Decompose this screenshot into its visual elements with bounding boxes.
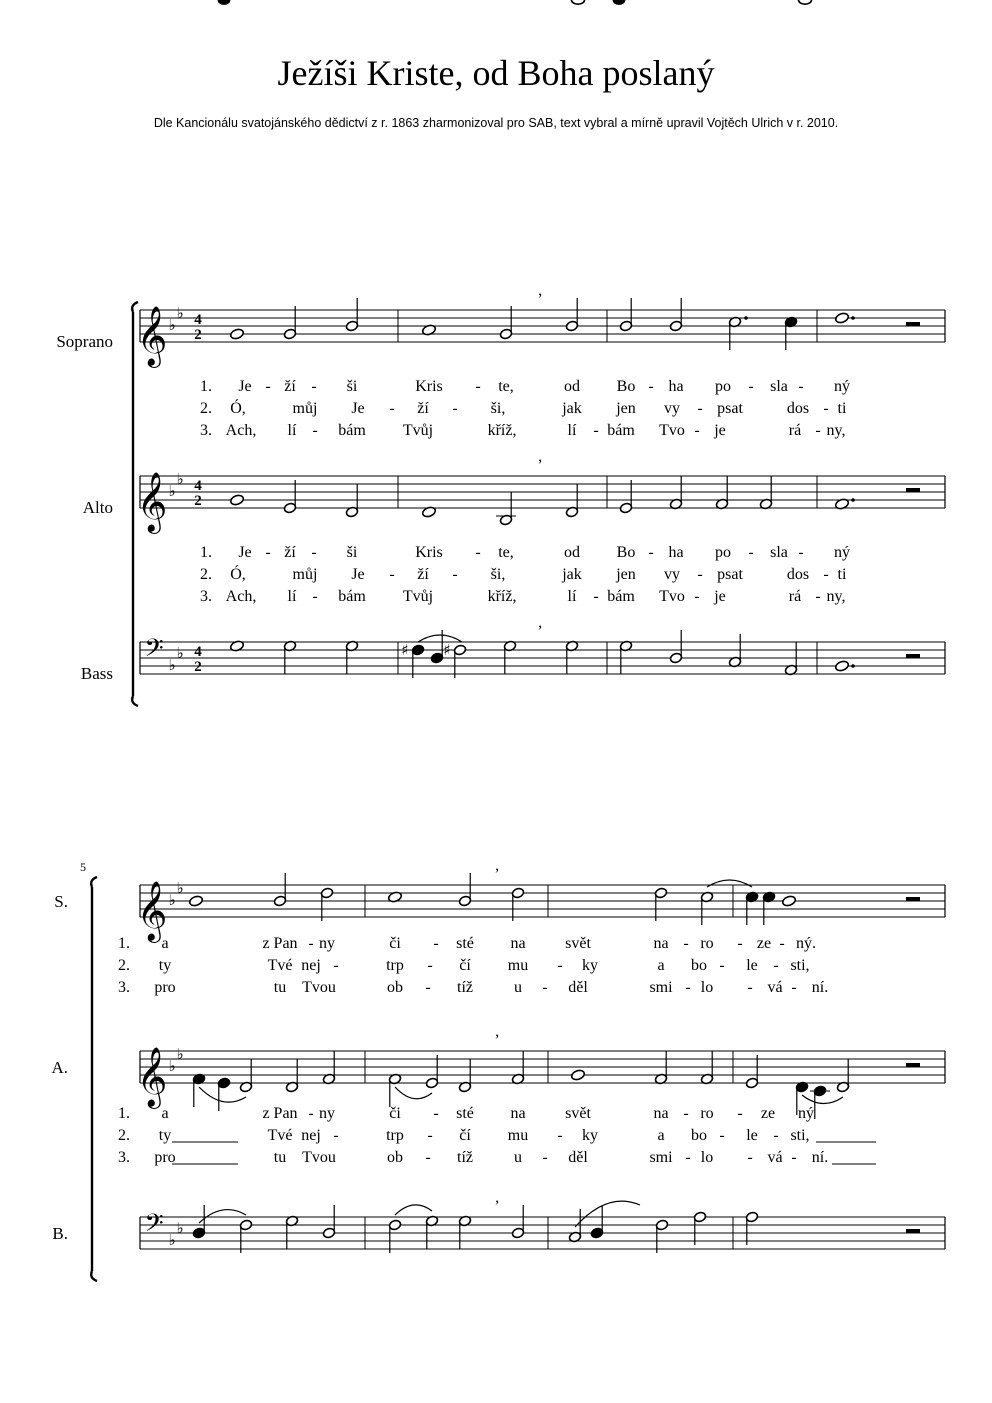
a1-lyric-3-5: Tvůj <box>402 588 434 605</box>
s1-lyric-2-4: - <box>389 400 395 417</box>
s1-treble-clef: 𝄞 <box>136 306 168 366</box>
s1-n9-dot <box>744 316 748 320</box>
a1-lyric-1-0: 1. <box>200 544 212 561</box>
a2-lyric-2-13: - <box>719 1127 725 1144</box>
s2-lyric-2-12: bo <box>691 957 707 974</box>
s2-lyric-2-9: - <box>557 957 563 974</box>
a2-lyric-3-0: 3. <box>118 1149 130 1166</box>
b1-n13-dot <box>851 664 855 668</box>
b2-slur <box>199 1210 246 1223</box>
a1-lyric-3-8: - <box>593 588 599 605</box>
s1-n1-notehead <box>229 328 244 340</box>
b2-slur <box>395 1205 432 1215</box>
b2-n2-notehead <box>218 0 229 4</box>
b1-n6-sharp: ♯ <box>443 641 451 659</box>
b1-time-bottom: 2 <box>194 659 202 675</box>
a2-lyric-1-10: na <box>653 1105 669 1122</box>
a1-lyric-3-3: - <box>312 588 318 605</box>
a1-lyric-2-3: Je <box>351 566 365 583</box>
a1-lyric-1-16: - <box>798 544 804 561</box>
score-title: Ježíši Kriste, od Boha poslaný <box>277 53 715 93</box>
a2-lyric-2-16: sti, <box>790 1127 810 1144</box>
a2-lyric-1-7: sté <box>456 1105 474 1122</box>
a2-lyric-3-11: - <box>685 1149 691 1166</box>
s1-lyric-2-7: ši, <box>490 400 506 417</box>
measure-number: 5 <box>80 860 86 874</box>
a2-lyric-1-5: či <box>389 1105 401 1122</box>
s1-lyric-3-1: Ach, <box>225 422 257 439</box>
a2-lyric-2-7: čí <box>459 1127 471 1144</box>
s2-lyric-1-7: sté <box>456 935 474 952</box>
a2-lyric-1-14: ze <box>760 1105 776 1122</box>
s2-lyric-3-9: děl <box>568 979 588 996</box>
a1-lyric-2-12: psat <box>717 566 743 583</box>
b1-slur <box>418 635 462 642</box>
s1-lyric-3-2: lí <box>287 422 297 439</box>
a1-lyric-2-2: můj <box>292 566 318 583</box>
s1-lyric-2-8: jak <box>562 400 582 417</box>
a1-lyric-3-10: Tvo <box>659 588 685 605</box>
voice-label-bass: Bass <box>80 664 113 683</box>
s2-lyric-3-11: - <box>685 979 691 996</box>
a1-lyric-1-14: - <box>748 544 754 561</box>
a1-lyric-1-11: - <box>648 544 654 561</box>
a2-lyric-3-2: tu <box>273 1149 287 1166</box>
a1-lyric-2-11: - <box>697 566 703 583</box>
a2-slur <box>802 1095 843 1104</box>
s2-lyric-3-5: - <box>425 979 431 996</box>
s1-lyric-1-7: - <box>475 378 481 395</box>
a2-lyric-3-9: děl <box>568 1149 588 1166</box>
s2-lyric-2-5: trp <box>386 957 404 974</box>
s2-lyric-1-8: na <box>510 935 526 952</box>
a2-lyric-1-1: a <box>161 1105 169 1122</box>
s2-n7-notehead <box>572 0 585 4</box>
a1-lyric-3-13: rá <box>788 588 802 605</box>
a2-lyric-1-4: ny <box>319 1105 335 1122</box>
a1-treble-clef: 𝄞 <box>136 472 168 532</box>
s2-lyric-1-15: - <box>779 935 785 952</box>
s1-lyric-1-4: - <box>311 378 317 395</box>
a1-lyric-3-4: bám <box>338 588 366 605</box>
s1-lyric-2-3: Je <box>351 400 365 417</box>
a1-time-bottom: 2 <box>194 493 202 509</box>
s2-lyric-1-5: či <box>389 935 401 952</box>
s2-breath-mark: ’ <box>494 866 500 883</box>
a1-lyric-1-9: od <box>564 544 580 561</box>
s1-lyric-3-9: bám <box>607 422 635 439</box>
a1-lyric-3-12: je <box>714 588 726 605</box>
a2-lyric-2-0: 2. <box>118 1127 130 1144</box>
a2-key-flat-e: ♭ <box>176 1045 184 1063</box>
s2-lyric-2-2: Tvé <box>267 957 293 974</box>
a1-lyric-2-5: ží <box>417 566 429 583</box>
a1-lyric-2-0: 2. <box>200 566 212 583</box>
a1-lyric-2-8: jak <box>562 566 582 583</box>
s1-lyric-1-3: ží <box>284 378 296 395</box>
a2-lyric-1-0: 1. <box>118 1105 130 1122</box>
a2-lyric-3-10: smi <box>649 1149 673 1166</box>
a2-n10-notehead <box>570 1069 585 1081</box>
a1-lyric-1-12: ha <box>668 544 684 561</box>
s1-lyric-1-10: Bo <box>616 378 636 395</box>
a1-lyric-3-0: 3. <box>200 588 212 605</box>
a1-breath-mark: ’ <box>537 457 543 474</box>
s2-lyric-3-14: vá <box>767 979 783 996</box>
a2-lyric-3-6: tíž <box>457 1149 473 1166</box>
s1-lyric-3-8: - <box>593 422 599 439</box>
a2-lyric-1-15: ný <box>798 1105 814 1122</box>
b1-breath-mark: ’ <box>537 623 543 640</box>
s1-lyric-3-13: rá <box>788 422 802 439</box>
voice-label-s: S. <box>54 892 68 911</box>
a1-time-top: 4 <box>194 478 202 494</box>
s1-lyric-2-12: psat <box>717 400 743 417</box>
s2-lyric-1-13: - <box>737 935 743 952</box>
a2-lyric-1-8: na <box>510 1105 526 1122</box>
s1-lyric-3-15: ny, <box>826 422 846 439</box>
a1-lyric-1-8: te, <box>498 544 514 561</box>
b1-n13-notehead <box>834 660 849 672</box>
s2-slur <box>707 880 752 887</box>
s1-key-flat-b: ♭ <box>168 316 176 334</box>
s2-lyric-1-14: ze <box>756 935 772 952</box>
a1-lyric-3-6: kříž, <box>487 588 517 605</box>
a1-lyric-1-15: sla <box>770 544 788 561</box>
s2-lyric-2-0: 2. <box>118 957 130 974</box>
system2-bracket <box>91 877 97 1281</box>
s2-key-flat-b: ♭ <box>168 891 176 909</box>
a2-lyric-2-12: bo <box>691 1127 707 1144</box>
a2-lyric-2-4: - <box>333 1127 339 1144</box>
a2-lyric-3-13: - <box>747 1149 753 1166</box>
a1-lyric-2-15: ti <box>837 566 847 583</box>
s1-lyric-2-0: 2. <box>200 400 212 417</box>
b1-key-flat-e: ♭ <box>176 644 184 662</box>
a1-n11-dot <box>851 498 855 502</box>
a1-key-flat-b: ♭ <box>168 482 176 500</box>
s2-lyric-1-10: na <box>653 935 669 952</box>
a1-lyric-1-10: Bo <box>616 544 636 561</box>
a2-lyric-2-2: Tvé <box>267 1127 293 1144</box>
s1-lyric-2-10: vy <box>664 400 680 417</box>
s1-lyric-1-6: Kris <box>415 378 443 395</box>
s1-lyric-1-8: te, <box>498 378 514 395</box>
s1-lyric-3-6: kříž, <box>487 422 517 439</box>
b2-n12-notehead <box>613 0 624 4</box>
score-subtitle: Dle Kancionálu svatojánského dědictví z r. 1863 zharmonizoval pro SAB, text vybral a mírně upravil Vojtěch Ulrich v r. 2010. <box>153 116 839 130</box>
a1-lyric-1-5: ši <box>346 544 358 561</box>
s1-lyric-1-9: od <box>564 378 580 395</box>
s2-lyric-1-16: ný. <box>796 935 816 952</box>
s1-lyric-3-3: - <box>312 422 318 439</box>
a2-treble-clef: 𝄞 <box>136 1047 168 1107</box>
s1-lyric-1-0: 1. <box>200 378 212 395</box>
s1-lyric-3-4: bám <box>338 422 366 439</box>
s2-lyric-1-3: - <box>308 935 314 952</box>
a1-lyric-1-4: - <box>311 544 317 561</box>
s2-lyric-3-16: ní. <box>811 979 829 996</box>
s1-lyric-3-5: Tvůj <box>402 422 434 439</box>
a1-half-rest <box>906 488 920 492</box>
s1-lyric-3-7: lí <box>567 422 577 439</box>
s2-lyric-2-15: - <box>773 957 779 974</box>
a2-lyric-1-12: ro <box>700 1105 714 1122</box>
s1-n11-dot <box>851 316 855 320</box>
a1-lyric-2-14: - <box>823 566 829 583</box>
s1-half-rest <box>906 322 920 326</box>
a1-lyric-3-11: - <box>694 588 700 605</box>
s2-lyric-1-1: a <box>161 935 169 952</box>
a1-lyric-2-4: - <box>389 566 395 583</box>
b2-slur <box>575 1201 640 1227</box>
s1-lyric-3-10: Tvo <box>659 422 685 439</box>
s1-lyric-2-15: ti <box>837 400 847 417</box>
s2-n12-notehead <box>781 895 796 907</box>
b1-half-rest <box>906 654 920 658</box>
s1-key-flat-e: ♭ <box>176 304 184 322</box>
a2-lyric-3-15: - <box>791 1149 797 1166</box>
b2-breath-mark: ’ <box>494 1198 500 1215</box>
a2-lyric-3-5: - <box>425 1149 431 1166</box>
b1-key-flat-b: ♭ <box>168 656 176 674</box>
a2-slur <box>395 1087 432 1099</box>
s2-lyric-2-7: čí <box>459 957 471 974</box>
voice-label-a: A. <box>51 1058 68 1077</box>
s2-n1-notehead <box>188 895 203 907</box>
b2-key-flat-b: ♭ <box>168 1231 176 1249</box>
s2-lyric-3-4: ob <box>387 979 403 996</box>
s2-lyric-1-4: ny <box>319 935 335 952</box>
s2-lyric-2-3: nej <box>301 957 321 974</box>
s2-lyric-2-13: - <box>719 957 725 974</box>
s2-lyric-2-4: - <box>333 957 339 974</box>
s1-lyric-2-2: můj <box>292 400 318 417</box>
s2-lyric-3-7: u <box>514 979 522 996</box>
s1-lyric-2-1: Ó, <box>230 400 246 417</box>
a2-key-flat-b: ♭ <box>168 1057 176 1075</box>
a1-lyric-2-9: jen <box>616 566 636 583</box>
b1-bass-clef: 𝄢 <box>144 634 164 669</box>
s1-lyric-1-12: ha <box>668 378 684 395</box>
a1-lyric-1-7: - <box>475 544 481 561</box>
a2-lyric-2-8: mu <box>507 1127 529 1144</box>
a2-lyric-3-7: u <box>514 1149 522 1166</box>
s1-lyric-1-15: sla <box>770 378 788 395</box>
a1-lyric-3-9: bám <box>607 588 635 605</box>
s2-lyric-3-3: Tvou <box>302 979 336 996</box>
s1-lyric-1-17: ný <box>834 378 850 395</box>
s1-time-top: 4 <box>194 312 202 328</box>
a1-lyric-2-6: - <box>452 566 458 583</box>
b2-n16-notehead <box>799 0 812 4</box>
s2-lyric-2-1: ty <box>158 957 172 974</box>
s2-lyric-2-14: le <box>746 957 758 974</box>
s2-treble-clef: 𝄞 <box>136 881 168 941</box>
a2-lyric-3-16: ní. <box>811 1149 829 1166</box>
s2-lyric-3-10: smi <box>649 979 673 996</box>
s1-lyric-1-14: - <box>748 378 754 395</box>
a2-lyric-2-6: - <box>427 1127 433 1144</box>
a2-lyric-3-8: - <box>542 1149 548 1166</box>
s2-lyric-3-12: lo <box>700 979 714 996</box>
a1-lyric-2-10: vy <box>664 566 680 583</box>
a2-lyric-1-2: z Pan <box>262 1105 298 1122</box>
a1-lyric-1-3: ží <box>284 544 296 561</box>
a1-lyric-2-13: dos <box>786 566 810 583</box>
s2-lyric-2-10: ky <box>582 957 598 974</box>
s2-lyric-2-11: a <box>657 957 665 974</box>
s1-lyric-2-14: - <box>823 400 829 417</box>
s1-lyric-3-12: je <box>714 422 726 439</box>
s1-lyric-3-14: - <box>815 422 821 439</box>
s2-lyric-1-9: svět <box>565 935 591 952</box>
s2-half-rest <box>906 897 920 901</box>
s1-lyric-1-2: - <box>265 378 271 395</box>
s1-lyric-1-16: - <box>798 378 804 395</box>
s1-lyric-1-1: Je <box>238 378 252 395</box>
s2-lyric-3-8: - <box>542 979 548 996</box>
a1-lyric-1-1: Je <box>238 544 252 561</box>
a2-lyric-1-6: - <box>433 1105 439 1122</box>
a2-lyric-1-13: - <box>737 1105 743 1122</box>
a1-lyric-3-14: - <box>815 588 821 605</box>
a1-lyric-3-7: lí <box>567 588 577 605</box>
a1-lyric-1-2: - <box>265 544 271 561</box>
a2-lyric-3-12: lo <box>700 1149 714 1166</box>
a1-n1-notehead <box>229 494 244 506</box>
a2-lyric-2-5: trp <box>386 1127 404 1144</box>
a2-lyric-2-1: ty <box>158 1127 172 1144</box>
s2-lyric-3-15: - <box>791 979 797 996</box>
s1-lyric-2-13: dos <box>786 400 810 417</box>
s2-lyric-1-2: z Pan <box>262 935 298 952</box>
a2-lyric-2-15: - <box>773 1127 779 1144</box>
s1-lyric-2-11: - <box>697 400 703 417</box>
s2-lyric-1-0: 1. <box>118 935 130 952</box>
s1-lyric-1-13: po <box>715 378 731 395</box>
b1-n4-sharp: ♯ <box>401 641 409 659</box>
a2-lyric-1-11: - <box>683 1105 689 1122</box>
s1-breath-mark: ’ <box>537 291 543 308</box>
s1-lyric-2-5: ží <box>417 400 429 417</box>
s2-lyric-1-6: - <box>433 935 439 952</box>
s1-lyric-2-9: jen <box>616 400 636 417</box>
a2-lyric-2-3: nej <box>301 1127 321 1144</box>
s1-lyric-1-11: - <box>648 378 654 395</box>
a2-lyric-2-14: le <box>746 1127 758 1144</box>
s1-lyric-3-0: 3. <box>200 422 212 439</box>
a2-slur <box>199 1087 246 1102</box>
s2-lyric-2-16: sti, <box>790 957 810 974</box>
a2-lyric-3-1: pro <box>154 1149 176 1166</box>
a2-lyric-2-11: a <box>657 1127 665 1144</box>
a1-key-flat-e: ♭ <box>176 470 184 488</box>
b2-half-rest <box>906 1229 920 1233</box>
s2-lyric-2-6: - <box>427 957 433 974</box>
s2-key-flat-e: ♭ <box>176 879 184 897</box>
voice-label-alto: Alto <box>82 498 113 517</box>
s2-lyric-3-6: tíž <box>457 979 473 996</box>
s1-n11-notehead <box>834 312 849 324</box>
a2-lyric-3-14: vá <box>767 1149 783 1166</box>
a1-lyric-3-15: ny, <box>826 588 846 605</box>
a2-lyric-1-3: - <box>308 1105 314 1122</box>
s2-lyric-3-13: - <box>747 979 753 996</box>
s2-lyric-2-8: mu <box>507 957 529 974</box>
voice-label-b: B. <box>52 1224 68 1243</box>
b1-time-top: 4 <box>194 644 202 660</box>
a1-lyric-1-17: ný <box>834 544 850 561</box>
a2-lyric-3-3: Tvou <box>302 1149 336 1166</box>
a2-lyric-2-10: ky <box>582 1127 598 1144</box>
s1-lyric-2-6: - <box>452 400 458 417</box>
s1-lyric-3-11: - <box>694 422 700 439</box>
s1-time-bottom: 2 <box>194 327 202 343</box>
a2-half-rest <box>906 1063 920 1067</box>
s2-lyric-3-1: pro <box>154 979 176 996</box>
b2-key-flat-e: ♭ <box>176 1219 184 1237</box>
s1-lyric-1-5: ši <box>346 378 358 395</box>
s2-lyric-1-11: - <box>683 935 689 952</box>
a1-lyric-1-13: po <box>715 544 731 561</box>
a2-lyric-2-9: - <box>557 1127 563 1144</box>
a1-lyric-2-1: Ó, <box>230 566 246 583</box>
b2-bass-clef: 𝄢 <box>144 1209 164 1244</box>
a1-lyric-1-6: Kris <box>415 544 443 561</box>
s2-lyric-3-2: tu <box>273 979 287 996</box>
s2-lyric-1-12: ro <box>700 935 714 952</box>
a1-lyric-3-1: Ach, <box>225 588 257 605</box>
a2-lyric-3-4: ob <box>387 1149 403 1166</box>
a2-breath-mark: ’ <box>494 1032 500 1049</box>
voice-label-soprano: Soprano <box>56 332 113 351</box>
a2-lyric-1-9: svět <box>565 1105 591 1122</box>
a1-lyric-3-2: lí <box>287 588 297 605</box>
s2-lyric-3-0: 3. <box>118 979 130 996</box>
a1-lyric-2-7: ši, <box>490 566 506 583</box>
